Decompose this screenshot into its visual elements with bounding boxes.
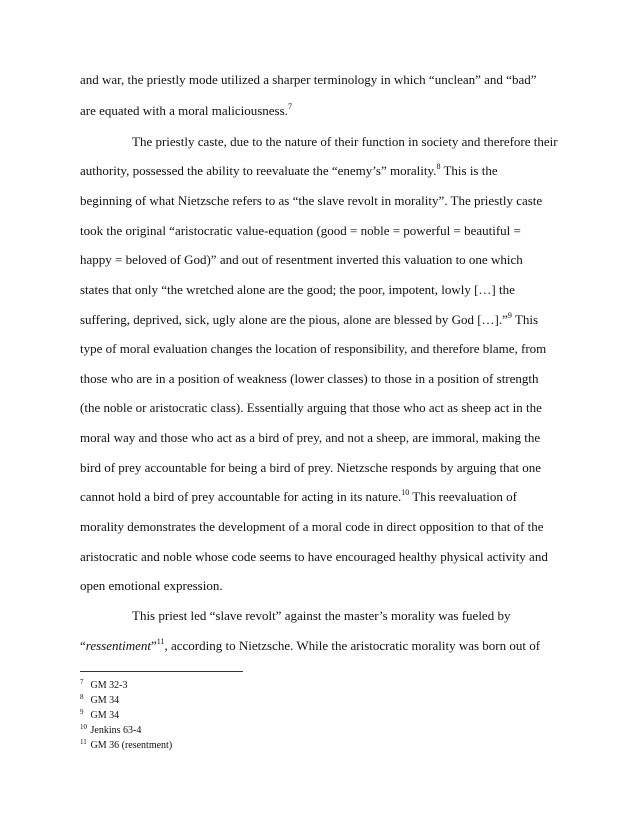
body-line: took the original “aristocratic value-equation (good = noble = powerful = beautiful =	[80, 223, 521, 238]
body-line: beginning of what Nietzsche refers to as “the slave revolt in morality”. The priestly caste	[80, 193, 543, 208]
footnote: $^9$ GM 34	[80, 708, 120, 721]
footnote-number: 7	[80, 678, 84, 686]
body-line: cannot hold a bird of prey accountable for acting in its nature.$^{10}$ This reevaluation of	[80, 488, 517, 504]
body-line: happy = beloved of God)” and out of resentment inverted this valuation to one which	[80, 252, 523, 267]
footnote: $^7$ GM 32-3	[80, 678, 128, 691]
body-line: authority, possessed the ability to reevaluate the “enemy’s” morality.$^8$ This is the	[80, 162, 498, 178]
footnote-ref: 7	[287, 102, 292, 111]
body-line: are equated with a moral maliciousness.$^7$	[80, 102, 292, 118]
body-line: type of moral evaluation changes the location of responsibility, and therefore blame, from	[80, 341, 547, 356]
body-line: and war, the priestly mode utilized a sharper terminology in which “unclean” and “bad”	[80, 72, 537, 87]
body-line: suffering, deprived, sick, ugly alone are the pious, alone are blessed by God […].”$^9$ This	[80, 311, 539, 327]
footnote-ref: 9	[507, 311, 512, 320]
footnote-ref: 8	[436, 162, 441, 171]
body-line: those who are in a position of weakness (lower classes) to those in a position of strength	[80, 371, 539, 386]
footnote-number: 10	[80, 723, 87, 731]
body-line: (the noble or aristocratic class). Essentially arguing that those who act as sheep act in the	[80, 400, 542, 415]
italic-term: ressentiment	[85, 638, 152, 653]
footnote-number: 11	[80, 738, 87, 746]
footnote-ref: 10	[401, 488, 410, 497]
body-line: “ressentiment”$^{11}$, according to Nietzsche. While the aristocratic morality was born out of	[80, 637, 541, 653]
body-line: morality demonstrates the development of a moral code in direct opposition to that of the	[80, 519, 544, 534]
footnote: $^{10}$ Jenkins 63-4	[80, 723, 142, 736]
footnote: $^8$ GM 34	[80, 693, 120, 706]
footnote-separator	[80, 671, 243, 672]
footnote-number: 9	[80, 708, 84, 716]
body-line: open emotional expression.	[80, 578, 223, 593]
body-line: bird of prey accountable for being a bird of prey. Nietzsche responds by arguing that one	[80, 460, 541, 475]
body-line: states that only “the wretched alone are the good; the poor, impotent, lowly […] the	[80, 282, 515, 297]
footnote-number: 8	[80, 693, 84, 701]
footnote: $^{11}$ GM 36 (resentment)	[80, 738, 173, 751]
body-line: The priestly caste, due to the nature of their function in society and therefore their	[132, 134, 558, 149]
body-line: aristocratic and noble whose code seems to have encouraged healthy physical activity and	[80, 549, 548, 564]
body-line: This priest led “slave revolt” against the master’s morality was fueled by	[132, 608, 511, 623]
body-line: moral way and those who act as a bird of prey, and not a sheep, are immoral, making the	[80, 430, 541, 445]
footnote-ref: 11	[156, 637, 165, 646]
